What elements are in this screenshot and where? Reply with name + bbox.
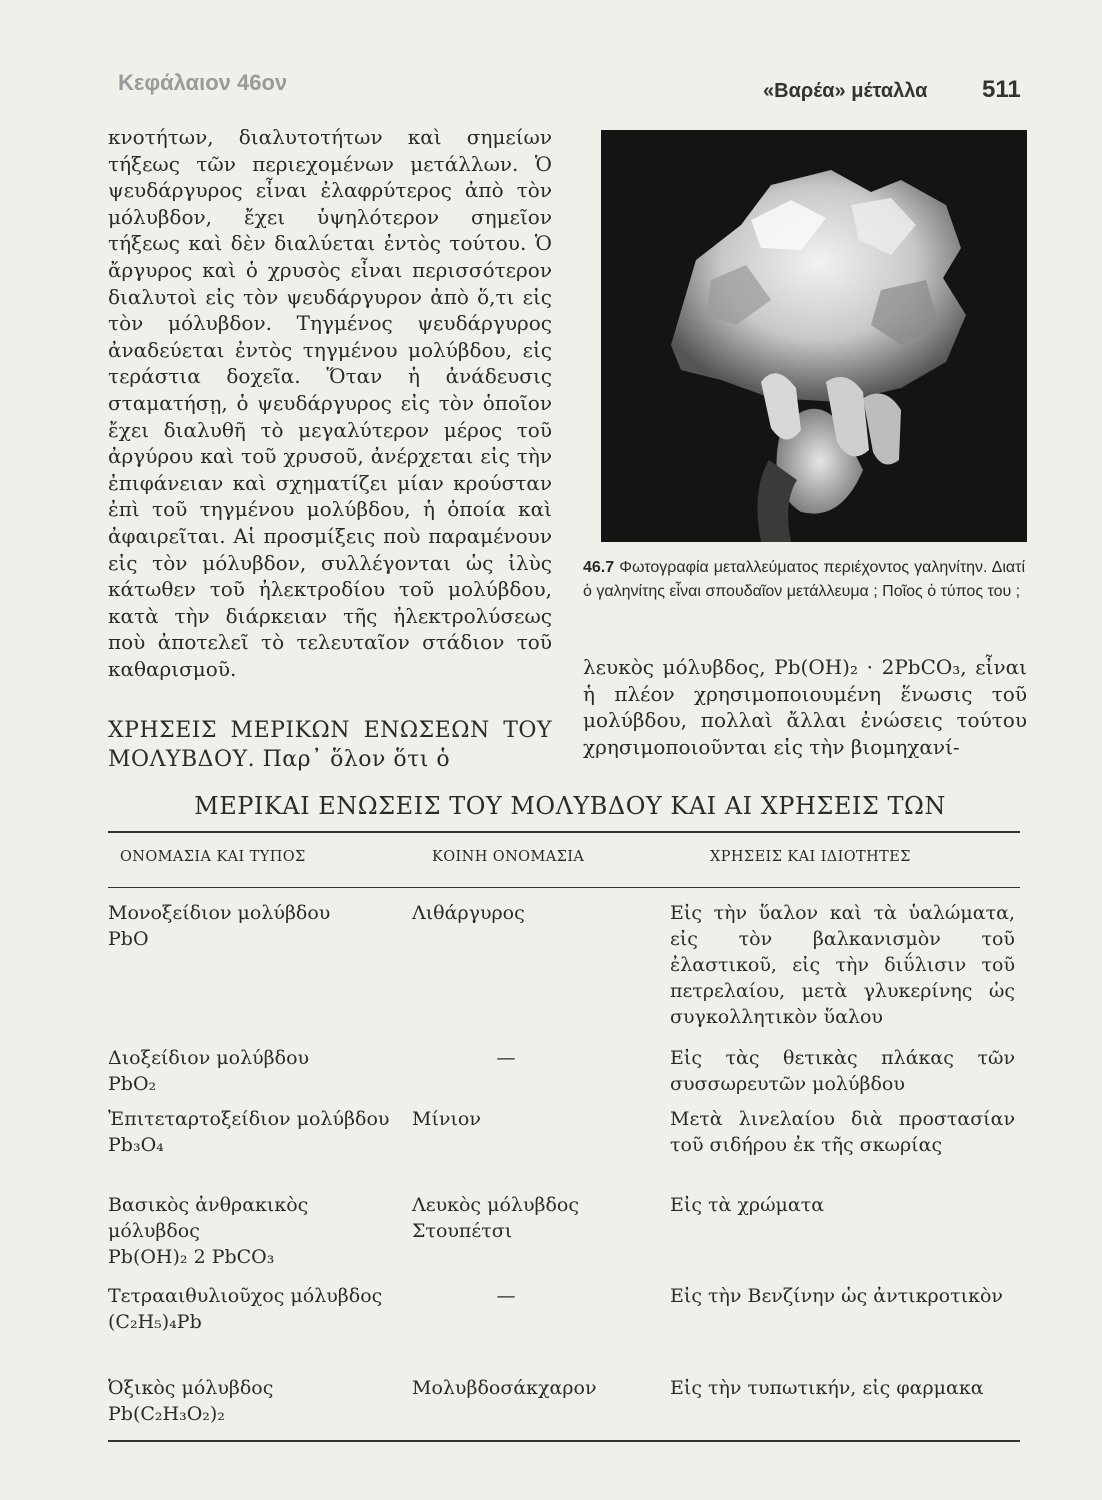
uses-cell: Εἰς τὰς θετικὰς πλάκας τῶν συσσωρευτῶν μολύβδου bbox=[670, 1047, 1015, 1095]
common-name-cell: Μίνιον bbox=[412, 1108, 481, 1130]
compound-name-cell bbox=[108, 1106, 391, 1158]
galena-ore-photo bbox=[601, 130, 1027, 542]
table-bottom-rule bbox=[108, 1440, 1020, 1442]
uses-cell: Εἰς τὴν Βενζίνην ὡς ἀντικροτικὸν bbox=[670, 1285, 1003, 1307]
table-top-rule bbox=[108, 831, 1020, 833]
compound-name: Μονοξείδιον μολύβδου bbox=[108, 902, 331, 924]
compound-formula: Pb(C₂H₃O₂)₂ bbox=[108, 1403, 225, 1425]
uses-cell: Εἰς τὴν ὕαλον καὶ τὰ ὑαλώματα, εἰς τὸν βαλκανισμὸν τοῦ ἐλαστικοῦ, εἰς τὴν διΰλισιν τοῦ πετρελαίου, μετὰ γλυκερίνης ὡς συγκολλητικὸν ὕαλου bbox=[670, 902, 1015, 1028]
compound-formula: Pb₃O₄ bbox=[108, 1134, 164, 1156]
common-name-cell: Λιθάργυρος bbox=[412, 902, 525, 924]
header-uses: ΧΡΗΣΕΙΣ ΚΑΙ ΙΔΙΟΤΗΤΕΣ bbox=[710, 849, 911, 865]
table-header-rule bbox=[108, 887, 1020, 888]
left-column bbox=[108, 124, 552, 774]
figure-caption-text: Φωτογραφία μεταλλεύματος περιέχοντος γαληνίτην. Διατί ὁ γαληνίτης εἶναι σπουδαῖον μετάλλευμα ; Ποῖος ὁ τύπος του ; bbox=[583, 559, 1026, 600]
figure-number: 46.7 bbox=[583, 559, 615, 576]
right-paragraph-start: λευκὸς μόλυβδος, bbox=[583, 655, 766, 679]
compound-name: Βασικὸς ἀνθρακικὸς μόλυβδος bbox=[108, 1194, 309, 1242]
compound-formula: Pb(OH)₂ 2 PbCO₃ bbox=[108, 1246, 275, 1268]
uses-cell: Εἰς τὰ χρώματα bbox=[670, 1194, 825, 1216]
section-heading: ΧΡΗΣΕΙΣ ΜΕΡΙΚΩΝ ΕΝΩΣΕΩΝ ΤΟΥ ΜΟΛΥΒΔΟΥ. bbox=[108, 718, 552, 773]
common-name-cell: — bbox=[496, 1047, 516, 1069]
right-paragraph-rest: εἶναι ἡ πλέον χρησιμοποιουμένη ἕνωσις τοῦ μολύβδου, πολλαὶ ἄλλαι ἐνώσεις τούτου χρησιμοποιοῦνται εἰς τὴν βιομηχανί- bbox=[583, 655, 1027, 759]
chapter-header: Κεφάλαιον 46ον bbox=[118, 70, 288, 95]
compound-formula: (C₂H₅)₄Pb bbox=[108, 1311, 202, 1333]
header-common-name: ΚΟΙΝΗ ΟΝΟΜΑΣΙΑ bbox=[432, 849, 585, 865]
compound-name: Διοξείδιον μολύβδου bbox=[108, 1047, 310, 1069]
uses-cell: Μετὰ λινελαίου διὰ προστασίαν τοῦ σιδήρου ἐκ τῆς σκωρίας bbox=[670, 1108, 1015, 1156]
ore-photo-illustration bbox=[601, 130, 1027, 542]
compound-name: Τετρααιθυλιοῦχος μόλυβδος bbox=[108, 1285, 383, 1307]
right-column bbox=[583, 654, 1027, 760]
compound-name-cell bbox=[108, 1192, 391, 1270]
compound-formula: PbO bbox=[108, 928, 149, 950]
right-paragraph bbox=[583, 654, 1027, 760]
body-paragraph: κνοτήτων, διαλυτοτήτων καὶ σημείων τήξεως τῶν περιεχομένων μετάλλων. Ὁ ψευδάργυρος εἶναι ἐλαφρύτερος ἀπὸ τὸν μόλυβδον, ἔχει ὑψηλότερον σημεῖον τήξεως καὶ δὲν διαλύεται ἐντὸς τούτου. Ὁ ἄργυρος καὶ ὁ χρυσὸς εἶναι περισσότερον διαλυτοὶ εἰς τὸν ψευδάργυρον ἀπὸ ὅ,τι εἰς τὸν μόλυβδον. Τηγμένος ψευδάργυρος ἀναδεύεται ἐντὸς τηγμένου μολύβδου, εἰς τεράστια δοχεῖα. Ὅταν ἡ ἀνάδευσις σταματήσῃ, ὁ ψευδάργυρος εἰς τὸν ὁποῖον ἔχει διαλυθῆ τὸ μεγαλύτερον μέρος τοῦ ἀργύρου καὶ τοῦ χρυσοῦ, ἀνέρχεται εἰς τὴν ἐπιφάνειαν καὶ σχηματίζει μίαν κρούσταν ἐπὶ τοῦ τηγμένου μολύβδου, ἡ ὁποία καὶ ἀφαιρεῖται. Αἱ προσμίξεις ποὺ παραμένουν εἰς τὸν μόλυβδον, συλλέγονται ὡς ἰλὺς κάτωθεν τοῦ ἠλεκτροδίου τοῦ μολύβδου, κατὰ τὴν διάρκειαν τῆς ἠλεκτρολύσεως ποὺ ἀποτελεῖ τὸ τελευταῖον στάδιον τοῦ καθαρισμοῦ. bbox=[108, 125, 552, 681]
uses-cell: Εἰς τὴν τυπωτικήν, εἰς φαρμακα bbox=[670, 1377, 984, 1399]
compound-name: Ὀξικὸς μόλυβδος bbox=[108, 1377, 274, 1399]
common-name-cell: Λευκὸς μόλυβδος Στουπέτσι bbox=[412, 1194, 579, 1242]
figure-caption bbox=[583, 556, 1025, 604]
common-name-cell: — bbox=[496, 1285, 516, 1307]
compound-name-cell bbox=[108, 1375, 391, 1427]
section-heading-block bbox=[108, 716, 552, 774]
compound-name-cell bbox=[108, 1283, 391, 1335]
table-title: ΜΕΡΙΚΑΙ ΕΝΩΣΕΙΣ ΤΟΥ ΜΟΛΥΒΔΟΥ ΚΑΙ ΑΙ ΧΡΗΣΕΙΣ ΤΩΝ bbox=[194, 792, 946, 820]
heading-continuation: Παρ᾽ ὅλον ὅτι ὁ bbox=[262, 747, 451, 773]
white-lead-formula: Pb(OH)₂ · 2PbCO₃, bbox=[774, 655, 967, 679]
compound-name: Ἐπιτεταρτοξείδιον μολύβδου bbox=[108, 1108, 390, 1130]
header-name-formula: ΟΝΟΜΑΣΙΑ ΚΑΙ ΤΥΠΟΣ bbox=[120, 849, 306, 865]
common-name-cell: Μολυβδοσάκχαρον bbox=[412, 1377, 597, 1399]
compound-name-cell bbox=[108, 1045, 391, 1097]
section-header: «Βαρέα» μέταλλα bbox=[763, 80, 928, 102]
compound-name-cell bbox=[108, 900, 391, 952]
compound-formula: PbO₂ bbox=[108, 1073, 157, 1095]
page-number: 511 bbox=[982, 76, 1021, 103]
